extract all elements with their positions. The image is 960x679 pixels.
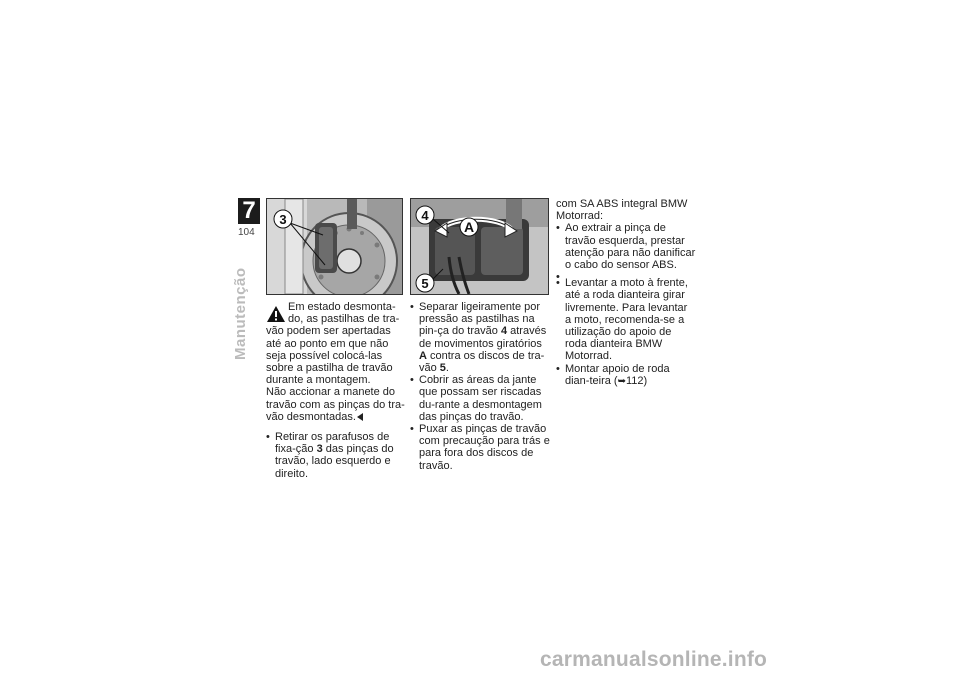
- page-ref-link[interactable]: 112: [625, 374, 644, 387]
- step-list-3: [556, 222, 696, 388]
- warning-text: vão podem ser apertadas até ao ponto em que não seja possível colocá-las sobre a pastilha de travão durante a montagem.: [266, 325, 393, 387]
- figure-caliper-pads: [410, 198, 549, 295]
- list-item: • Puxar as pinças de travão com precaução para trás e para fora dos discos de travão.: [410, 423, 550, 472]
- column-3: [556, 198, 696, 388]
- figure-brake-caliper-bolts: [266, 198, 403, 295]
- column-1: [266, 301, 406, 480]
- callout-5: 5: [421, 276, 429, 291]
- brake-disc-photo: [267, 199, 402, 294]
- step-list-1: [266, 431, 406, 480]
- list-item: • Separar ligeiramente por pressão as pastilhas na pin-ça do travão 4 através de movimentos giratórios A contra os discos de tra-vão 5.: [410, 301, 550, 374]
- page-ref-arrow-icon: ➥: [617, 375, 626, 387]
- section-title: Manutenção: [232, 267, 249, 360]
- list-item: • Cobrir as áreas da jante que possam ser riscadas du-rante a desmontagem das pinças do travão.: [410, 374, 550, 423]
- list-item: • Ao extrair a pinça de travão esquerda, prestar atenção para não danificar o cabo do sensor ABS.: [556, 222, 696, 271]
- list-item: • Retirar os parafusos de fixa-ção 3 das pinças do travão, lado esquerdo e direito.: [266, 431, 406, 480]
- warning-note: Não accionar a manete do travão com as pinças do tra-vão desmontadas.: [266, 386, 405, 423]
- warning-icon: [266, 305, 286, 323]
- callout-3: 3: [279, 212, 287, 227]
- page-number: 104: [238, 227, 255, 238]
- list-item: • Montar apoio de roda dian-teira (➥112): [556, 363, 696, 388]
- warning-block: [266, 301, 406, 423]
- step-list-2: [410, 301, 550, 472]
- column-2: [410, 301, 550, 472]
- warning-line-1: Em estado desmonta-: [288, 301, 396, 313]
- chapter-number: 7: [242, 197, 256, 224]
- watermark: carmanualsonline.info: [540, 648, 768, 671]
- list-item: • Levantar a moto à frente, até a roda dianteira girar livremente. Para levantar a moto, recomenda-se a utilização do apoio de roda dianteira BMW Motorrad.: [556, 277, 696, 362]
- callout-4: 4: [421, 208, 429, 223]
- caliper-photo: [411, 199, 548, 294]
- warning-line-2: do, as pastilhas de tra-: [288, 313, 400, 326]
- end-mark-icon: [357, 413, 363, 421]
- abs-intro: com SA ABS integral BMW Motorrad:: [556, 198, 688, 223]
- callout-A: A: [463, 219, 475, 235]
